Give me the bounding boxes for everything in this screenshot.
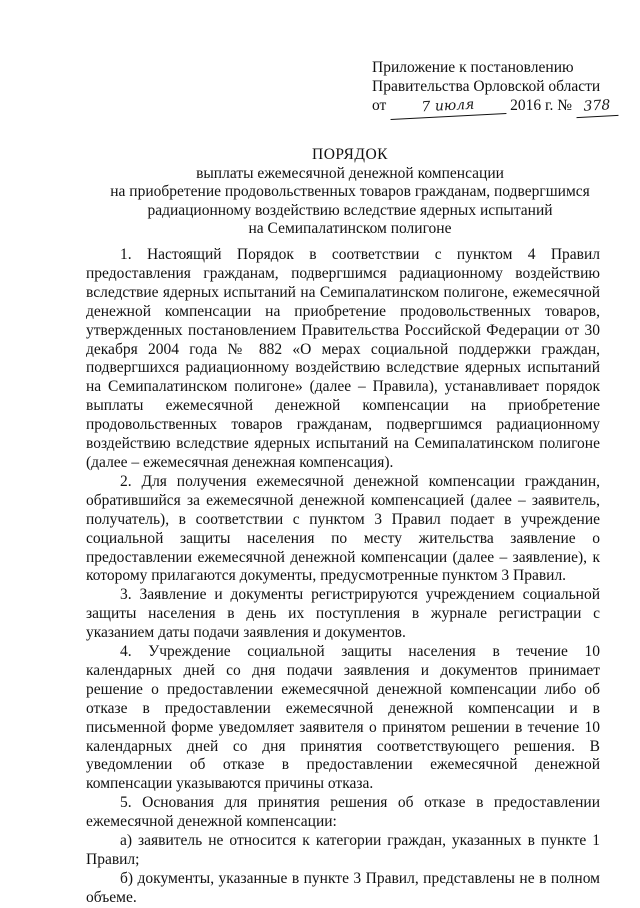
- handwritten-date: 7 июля: [390, 94, 507, 120]
- paragraph-5: 5. Основания для принятия решения об отказе в предоставлении ежемесячной денежной компенсации:: [86, 794, 600, 831]
- title-line-1: выплаты ежемесячной денежной компенсации: [196, 164, 504, 182]
- paragraph-5b: б) документы, указанные в пункте 3 Правил, представлены не в полном объеме.: [86, 869, 600, 906]
- paragraph-2: 2. Для получения ежемесячной денежной компенсации гражданин, обратившийся за ежемесячной денежной компенсацией (далее – заявитель, получатель), в соответствии с пунктом 3 Правил подает в учреждение социальной защиты населения по месту жительства заявление о предоставлении ежемесячной денежной компенсации (далее – заявление), к которому прилагаются документы, предусмотренные пунктом 3 Правил.: [86, 472, 600, 585]
- document-body: [86, 246, 600, 908]
- year-label: 2016 г. №: [510, 97, 573, 114]
- appendix-header: [372, 58, 612, 117]
- title-heading: ПОРЯДОК: [312, 146, 388, 163]
- title-line-2: на приобретение продовольственных товаров гражданам, подвергшимся: [110, 183, 590, 200]
- paragraph-4: 4. Учреждение социальной защиты населения в течение 10 календарных дней со дня подачи заявления и документов принимает решение о предоставлении ежемесячной денежной компенсации либо об отказе в предоставлении ежемесячной денежной компенсации и в письменной форме уведомляет заявителя о принятом решении в течение 10 календарных дней со дня принятия соответствующего решения. В уведомлении об отказе в предоставлении ежемесячной денежной компенсации указываются причины отказа.: [86, 643, 600, 793]
- paragraph-1: 1. Настоящий Порядок в соответствии с пунктом 4 Правил предоставления гражданам, подвергшимся радиационному воздействию вследствие ядерных испытаний на Семипалатинском полигоне, ежемесячной денежной компенсации на приобретение продовольственных товаров, утвержденных постановлением Правительства Российской Федерации от 30 декабря 2004 года № 882 «О мерах социальной поддержки граждан, подвергшихся радиационному воздействию вследствие ядерных испытаний на Семипалатинском полигоне» (далее – Правила), устанавливает порядок выплаты ежемесячной денежной компенсации на приобретение продовольственных товаров гражданам, подвергшимся радиационному воздействию вследствие ядерных испытаний на Семипалатинском полигоне (далее – ежемесячная денежная компенсация).: [86, 246, 600, 471]
- document-title: [100, 146, 600, 239]
- title-line-3: радиационному воздействию вследствие ядерных испытаний: [147, 201, 553, 219]
- paragraph-5a: а) заявитель не относится к категории граждан, указанных в пункте 1 Правил;: [86, 832, 600, 868]
- appendix-line-1: Приложение к постановлению: [372, 59, 574, 76]
- handwritten-number: 378: [575, 96, 618, 118]
- paragraph-3: 3. Заявление и документы регистрируются учреждением социальной защиты населения в день их поступления в журнале регистрации с указанием даты подачи заявления и документов.: [86, 586, 600, 642]
- from-label: от: [372, 97, 387, 114]
- title-line-4: на Семипалатинском полигоне: [248, 220, 452, 237]
- appendix-date-line: [372, 96, 612, 117]
- appendix-line-2: Правительства Орловской области: [372, 78, 601, 95]
